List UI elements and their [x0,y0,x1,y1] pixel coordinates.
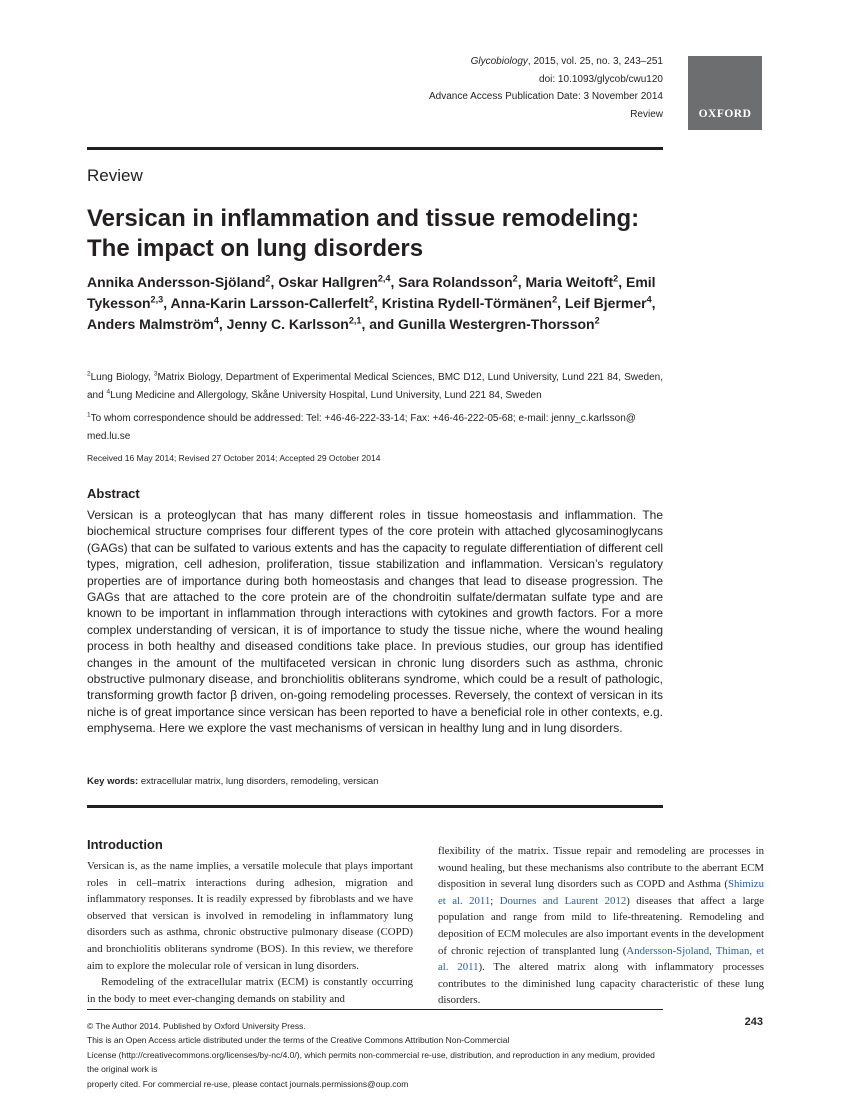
author-list [87,272,677,335]
intro-column-left [87,858,413,1007]
corresp-text: To whom correspondence should be addressed: Tel: +46-46-222-33-14; Fax: +46-46-222-05-68; e-mail: jenny_c.karlsson@ med.lu.se [87,413,636,442]
keywords [87,776,378,787]
author-affil-sup: 2 [368,294,374,305]
footer-line: License (http://creativecommons.org/licenses/by-nc/4.0/), which permits non-commercial re-use, distribution, and reproduction in any medium, provided the original work is [87,1049,655,1075]
journal-name: Glycobiology [470,56,528,67]
author-separator: , [218,316,227,332]
oxford-logo[interactable] [688,56,762,130]
author-affil-sup: 2 [552,294,558,305]
keywords-list: extracellular matrix, lung disorders, remodeling, versican [138,776,379,787]
author-name: Kristina Rydell-Törmänen [381,295,553,311]
author-affil-sup: 4 [646,294,652,305]
corresp-sup: 1 [87,411,91,419]
footer-line: This is an Open Access article distributed under the terms of the Creative Commons Attribution Non-Commercial [87,1035,510,1046]
abstract-text: Versican is a proteoglycan that has many different roles in tissue homeostasis and inflammation. The biochemical structure comprises four different types of the core protein with attached glycosaminoglycans (GAGs) that can be sulfated to various extents and has the capacity to regulate differentiation of different cell types, migration, cell adhesion, proliferation, tissue stabilization and inflammation. Versican’s regulatory properties are of importance during both homeostasis and changes that lead to disease progression. The GAGs that are attached to the core protein are of the chondroitin sulfate/dermatan sulfate type and are known to be important in inflammation through interactions with cytokines and growth factors. For a more complex understanding of versican, it is of importance to study the tissue niche, where the wound healing process in both healthy and diseased conditions take place. In previous studies, our group has identified changes in the amount of the multifaceted versican in chronic lung disorders such as asthma, chronic obstructive pulmonary disease, and bronchiolitis obliterans syndrome, which could be a result of pathologic, transforming growth factor β driven, on-going remodeling processes. Reversely, the context of versican in its niche is of great importance since versican has been reported to have a beneficial role in other contexts, e.g. emphysema. Here we explore the vast mechanisms of versican in healthy lung and in lung disorders. [87,508,663,736]
author-separator: , [651,295,656,311]
footer-rule [87,1009,663,1010]
author-name: Anna-Karin Larsson-Callerfelt [170,295,369,311]
text-run: ; [490,894,500,907]
affiliations [87,369,663,404]
author-affil-sup: 2 [613,273,619,284]
author-separator: , [163,295,171,311]
affil-sup: 2 [87,370,91,378]
author-affil-sup: 2,4 [377,273,391,284]
affil-text: Matrix Biology, Department of Experimental Medical Sciences, BMC D12, Lund University, Lund 221 84, Sweden, and [87,372,663,401]
author-separator: , [517,274,526,290]
author-separator: , [557,295,565,311]
author-name: Anders Malmström [87,316,214,332]
author-name: Leif Bjermer [564,295,647,311]
journal-citation [429,53,663,71]
citation-link[interactable]: Andersson-Sjoland, Thiman, et al. 2011 [438,944,764,974]
author-affil-sup: 2 [512,273,518,284]
author-name: Jenny C. Karlsson [226,316,349,332]
text-run: flexibility of the matrix. Tissue repair and remodeling are processes in wound healing, but these mechanisms also contribute to the aberrant ECM disposition in several lung disorders such as COPD and Asthma ( [438,845,764,891]
footer-line: properly cited. For commercial re-use, please contact journals.permissions@oup.com [87,1078,409,1089]
author-separator: , [618,274,626,290]
author-separator: , [390,274,399,290]
footer-line: © The Author 2014. Published by Oxford University Press. [87,1021,306,1031]
author-separator: , [373,295,382,311]
text-run: ). The altered matrix along with inflammatory processes contributes to the diminished lung capacity characteristic of these lung disorders. [438,961,765,1007]
affil-text: Lung Biology, [90,372,154,383]
footer [87,1019,663,1091]
author-name: Annika Andersson-Sjöland [87,274,266,290]
author-name: Gunilla Westergren-Thorsson [398,316,595,332]
citation-link[interactable]: Shimizu et al. 2011 [438,878,764,907]
intro-paragraph: Versican is, as the name implies, a versatile molecule that plays important roles in cell–matrix interactions during adhesion, migration and inflammatory responses. It is readily expressed by fibroblasts and we have observed that versican is involved in remodeling in inflammatory lung disorders such as asthma, chronic obstructive pulmonary disease (COPD) and bronchiolitis obliterans syndrome (BOS). In this review, we therefore aim to explore the molecular role of versican in lung disorders. [87,860,413,972]
article-type: Review [630,108,663,120]
author-name: Oskar Hallgren [278,274,378,290]
citation-link[interactable]: Dournes and Laurent 2012 [499,894,627,907]
publication-date: Advance Access Publication Date: 3 November 2014 [428,91,663,102]
oxford-logo-text: OXFORD [698,108,752,120]
article-title [87,204,687,264]
keywords-label: Key words: [87,776,139,787]
author-name: Emil Tykesson [87,274,656,311]
correspondence [87,410,663,445]
doi[interactable]: doi: 10.1093/glycob/cwu120 [539,73,663,85]
author-separator: , [270,274,279,290]
section-label: Review [87,166,143,185]
header-rule [87,147,663,150]
title-line-2: The impact on lung disorders [87,235,424,262]
author-affil-sup: 2,1 [348,315,362,326]
abstract-rule [87,805,663,808]
abstract-heading: Abstract [87,486,140,501]
page-number: 243 [744,1016,763,1028]
author-separator: , and [361,316,399,332]
intro-column-right [438,843,764,1009]
author-affil-sup: 2 [594,315,600,326]
author-affil-sup: 2 [265,273,271,284]
author-name: Maria Weitoft [525,274,614,290]
intro-paragraph [438,843,764,1009]
journal-volume: , 2015, vol. 25, no. 3, 243–251 [527,56,663,67]
author-affil-sup: 2,3 [150,294,164,305]
affil-text: Lung Medicine and Allergology, Skåne University Hospital, Lund University, Lund 221 84, Sweden [110,389,542,401]
text-run: ) diseases that affect a large population and range from mild to life-threatening. Remodeling and deposition of ECM molecules are also important events in the development of chronic rejection of transplanted lung ( [438,894,765,957]
journal-info [429,53,663,123]
intro-paragraph: Remodeling of the extracellular matrix (ECM) is constantly occurring in the body to meet ever-changing demands on stability and [87,976,413,1005]
title-line-1: Versican in inflammation and tissue remodeling: [87,205,640,232]
author-affil-sup: 4 [213,315,219,326]
intro-heading: Introduction [87,837,163,852]
affil-sup: 3 [153,370,158,378]
affil-sup: 4 [106,388,111,396]
received-dates: Received 16 May 2014; Revised 27 October 2014; Accepted 29 October 2014 [87,453,381,463]
author-name: Sara Rolandsson [398,274,513,290]
